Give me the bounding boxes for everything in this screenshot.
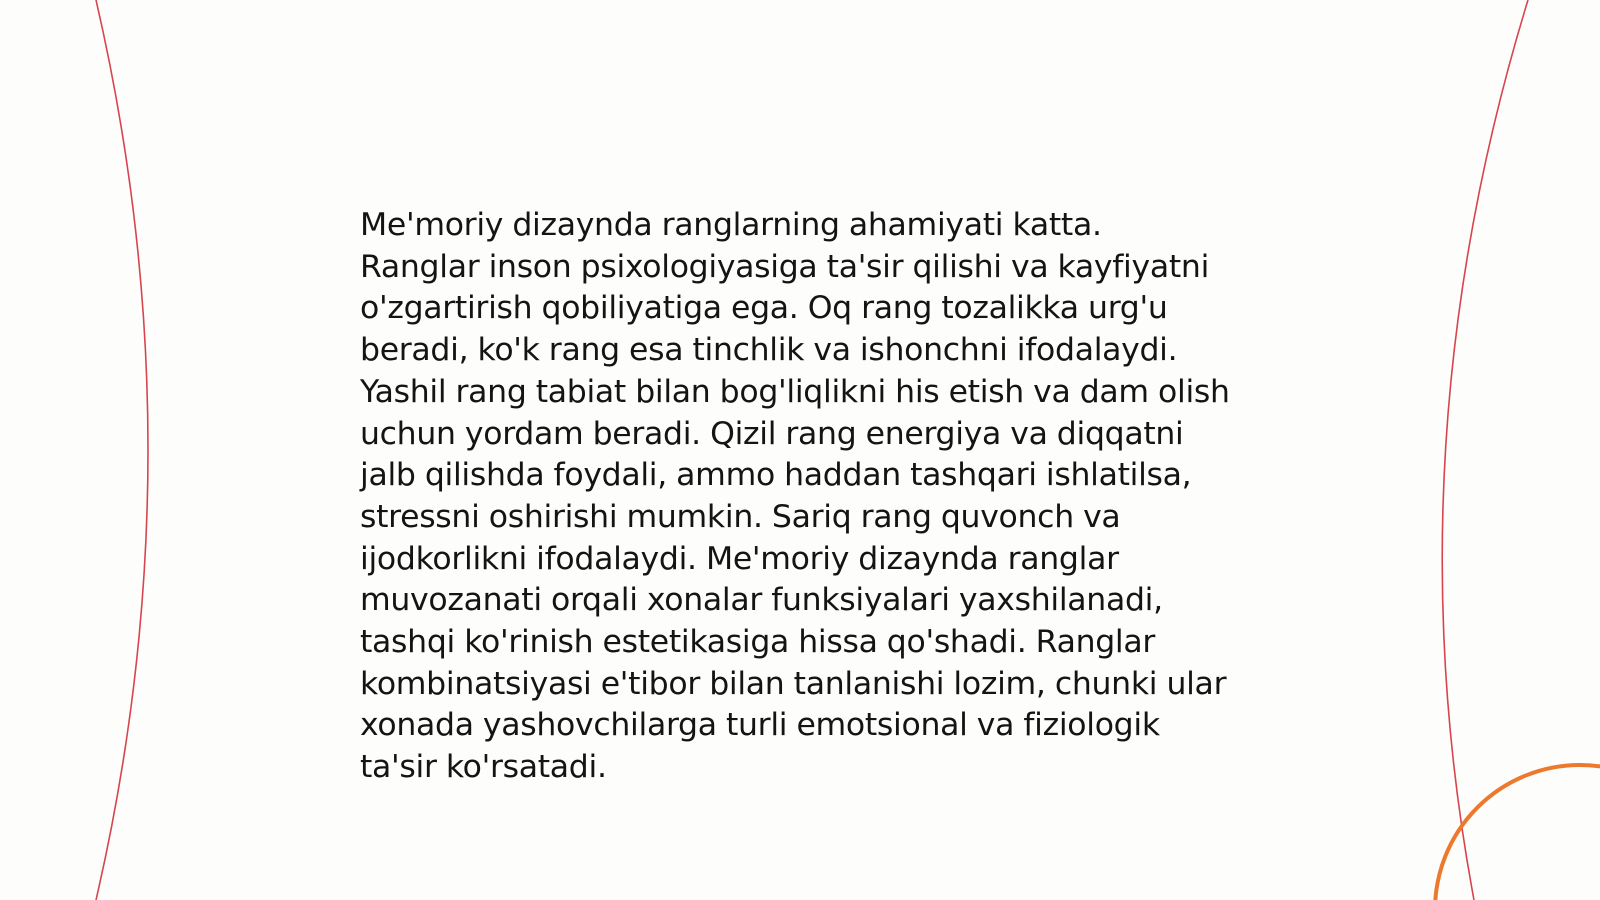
right-curve-line xyxy=(1442,0,1528,900)
body-text: Me'moriy dizaynda ranglarning ahamiyati katta. Ranglar inson psixologiyasiga ta'sir qilishi va kayfiyatni o'zgartirish qobiliyatiga ega. Oq rang tozalikka urg'u beradi, ko'k rang esa tinchlik va ishonchni ifodalaydi. Yashil rang tabiat bilan bog'liqlikni his etish va dam olish uchun yordam beradi. Qizil rang energiya va diqqatni jalb qilishda foydali, ammo haddan tashqari ishlatilsa, stressni oshirishi mumkin. Sariq rang quvonch va ijodkorlikni ifodalaydi. Me'moriy dizaynda ranglar muvozanati orqali xonalar funksiyalari yaxshilanadi, tashqi ko'rinish estetikasiga hissa qo'shadi. Ranglar kombinatsiyasi e'tibor bilan tanlanishi lozim, chunki ular xonada yashovchilarga turli emotsional va fiziologik ta'sir ko'rsatadi. xyxy=(360,207,1230,786)
left-curve-line xyxy=(96,0,148,900)
orange-arc-decoration xyxy=(1435,765,1600,900)
